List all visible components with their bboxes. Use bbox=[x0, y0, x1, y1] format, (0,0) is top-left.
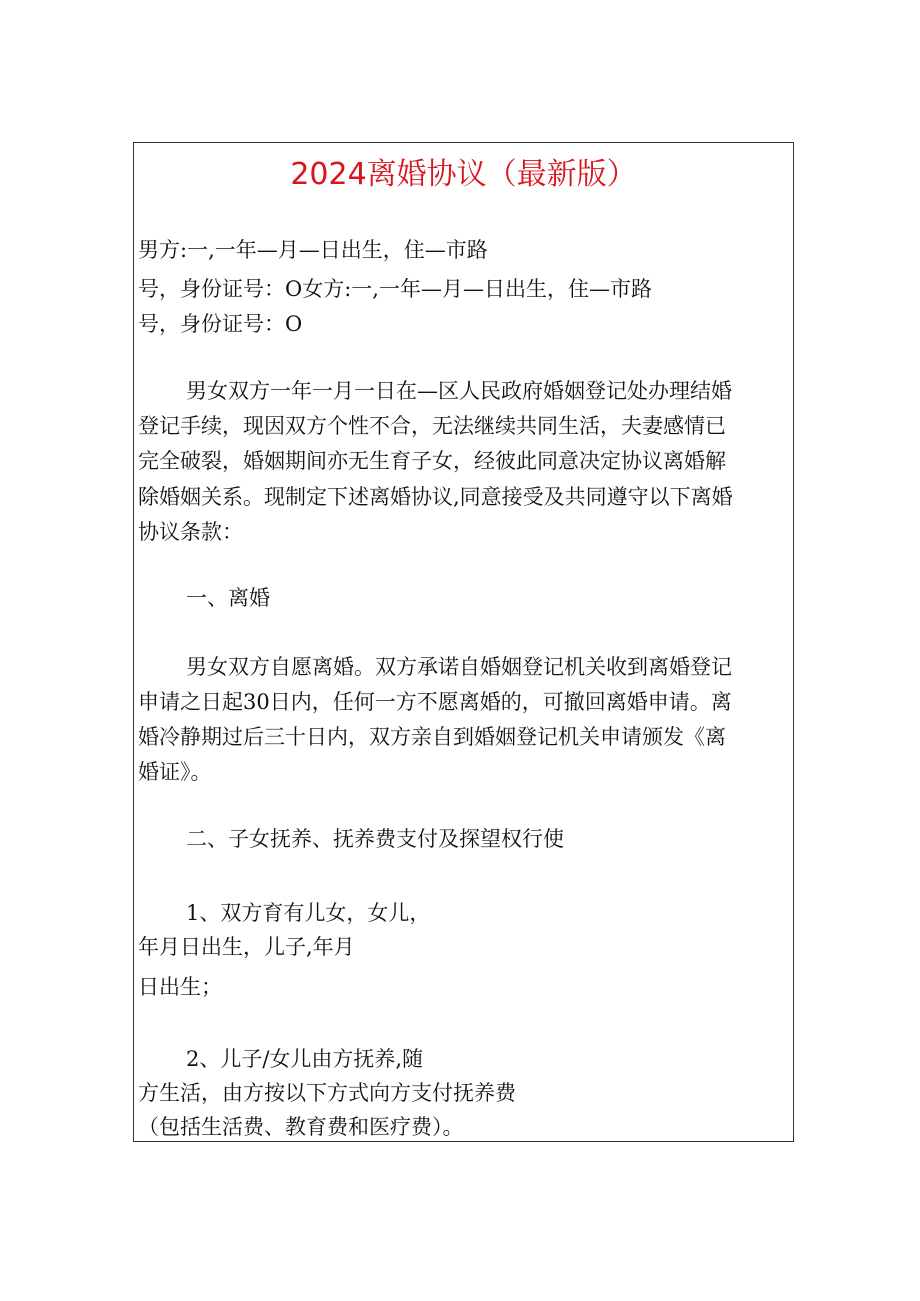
preamble-line-4: 除婚姻关系。现制定下述离婚协议,同意接受及共同遵守以下离婚 bbox=[138, 485, 733, 509]
section-heading-divorce: 一、离婚 bbox=[186, 586, 270, 610]
document-frame bbox=[133, 142, 794, 1142]
clause1-line-2: 年月日出生，儿子,年月 bbox=[138, 935, 355, 959]
parties-line-2: 号，身份证号：O女方:一,一年—月—日出生，住—市路 bbox=[138, 277, 652, 301]
preamble-line-2: 登记手续，现因双方个性不合，无法继续共同生活，夫妻感情已 bbox=[138, 414, 726, 438]
document-title: 2024离婚协议（最新版） bbox=[290, 157, 637, 192]
section1-line-2: 申请之日起30日内，任何一方不愿离婚的，可撤回离婚申请。离 bbox=[138, 690, 732, 714]
parties-line-1: 男方:一,一年—月—日出生，住—市路 bbox=[138, 238, 488, 262]
clause2-line-1: 2、儿子/女儿由方抚养,随 bbox=[186, 1047, 424, 1071]
preamble-line-1: 男女双方一年一月一日在—区人民政府婚姻登记处办理结婚 bbox=[186, 379, 732, 403]
clause1-line-3: 日出生； bbox=[138, 975, 222, 999]
clause2-line-2: 方生活，由方按以下方式向方支付抚养费 bbox=[138, 1081, 516, 1105]
clause2-line-3: （包括生活费、教育费和医疗费）。 bbox=[138, 1115, 464, 1139]
section-heading-children: 二、子女抚养、抚养费支付及探望权行使 bbox=[186, 827, 564, 851]
section1-line-1: 男女双方自愿离婚。双方承诺自婚姻登记机关收到离婚登记 bbox=[186, 655, 732, 679]
clause1-line-1: 1、双方育有儿女，女儿， bbox=[186, 901, 431, 925]
preamble-line-3: 完全破裂，婚姻期间亦无生育子女，经彼此同意决定协议离婚解 bbox=[138, 449, 726, 473]
section1-line-3: 婚冷静期过后三十日内，双方亲自到婚姻登记机关申请颁发《离 bbox=[138, 725, 726, 749]
preamble-line-5: 协议条款： bbox=[138, 520, 243, 544]
parties-line-3: 号，身份证号：O bbox=[138, 312, 303, 336]
section1-line-4: 婚证》。 bbox=[138, 760, 212, 784]
